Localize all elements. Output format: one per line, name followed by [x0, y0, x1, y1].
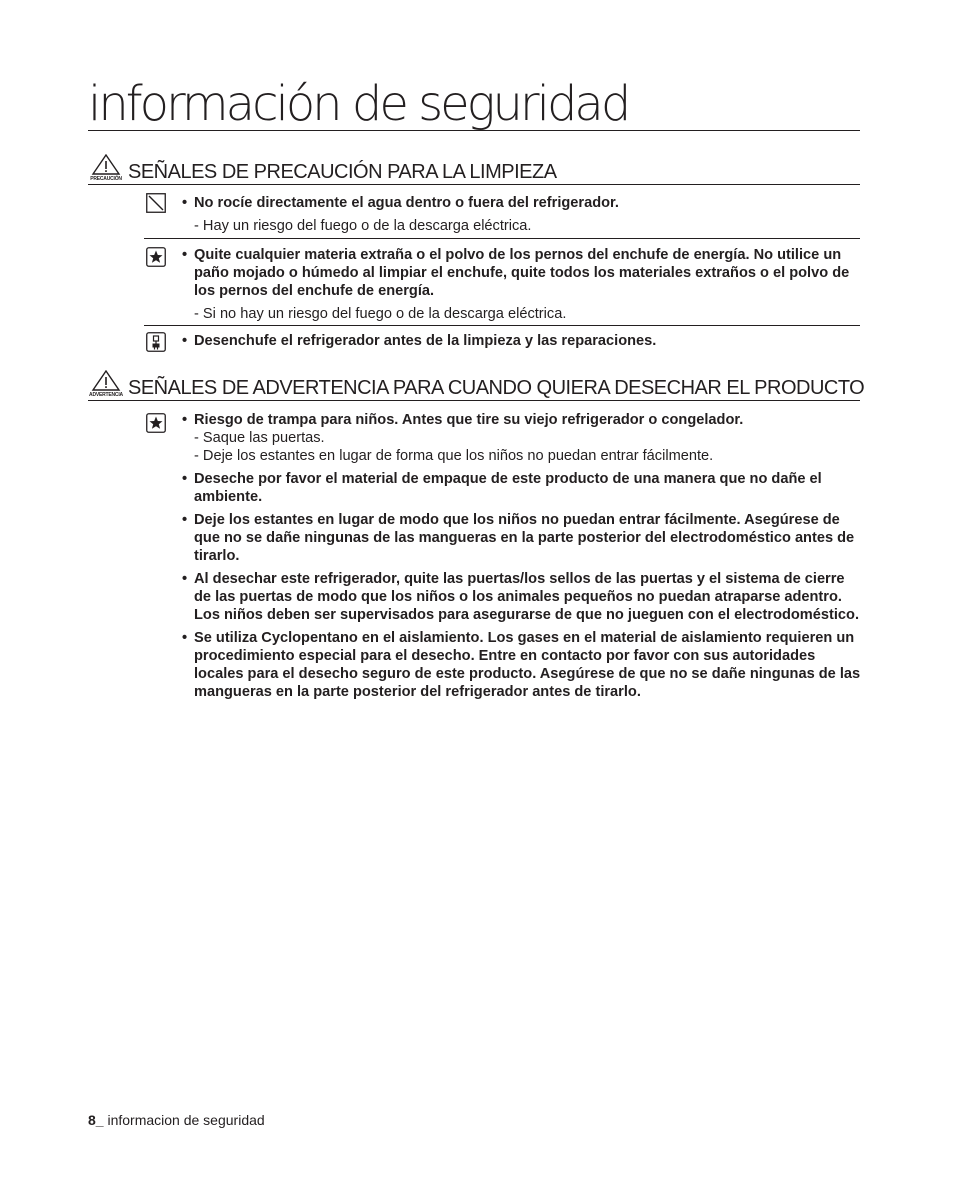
warning-triangle-icon	[88, 370, 124, 400]
unplug-icon	[146, 332, 166, 352]
sub-text: - Si no hay un riesgo del fuego o de la descarga eléctrica.	[194, 306, 567, 322]
list-item	[144, 238, 860, 325]
star-icon	[146, 413, 166, 433]
do-not-icon	[146, 193, 166, 213]
list-item	[144, 191, 860, 237]
section-title: SEÑALES DE ADVERTENCIA PARA CUANDO QUIERA DESECHAR EL PRODUCTO	[128, 377, 865, 399]
sub-text: - Hay un riesgo del fuego o de la descarga eléctrica.	[194, 218, 532, 234]
bullet-text: • Al desechar este refrigerador, quite las puertas/los sellos de las puertas y el sistema de cierre de las puertas de modo que los niños o los animales pequeños no puedan atraparse adentro. Los niños deben ser supervisados para asegurarse de que no jueguen con el electrodoméstico.	[182, 570, 862, 624]
sub-text: - Saque las puertas.	[194, 430, 325, 446]
list-item	[144, 325, 860, 356]
page-title: información de seguridad	[88, 80, 860, 131]
precaucion-label: PRECAUCIÓN	[90, 176, 122, 182]
bullet-text: • Deje los estantes en lugar de modo que los niños no puedan entrar fácilmente. Asegúrese de que no se dañe ningunas de las mangueras en la parte posterior del electrodoméstico antes de tirarlo.	[182, 511, 862, 565]
bullet-text: • Riesgo de trampa para niños. Antes que tire su viejo refrigerador o congelador.	[182, 411, 862, 429]
bullet-text: • Quite cualquier materia extraña o el polvo de los pernos del enchufe de energía. No utilice un paño mojado o húmedo al limpiar el enchufe, quite todos los materiales extraños o el polvo de los pernos del enchufe de energía.	[182, 246, 862, 300]
list-item	[144, 408, 860, 708]
page-number: 8_	[88, 1112, 104, 1128]
bullet-text: • No rocíe directamente el agua dentro o fuera del refrigerador.	[182, 194, 862, 212]
bullet-text: • Se utiliza Cyclopentano en el aislamiento. Los gases en el material de aislamiento requieren un procedimiento especial para el desecho. Entre en contacto por favor con sus autoridades locales para el desecho seguro de este producto. Asegúrese de que no se dañe ningunas de las mangueras en la parte posterior del refrigerador antes de tirarlo.	[182, 629, 862, 701]
bullet-text: • Desenchufe el refrigerador antes de la limpieza y las reparaciones.	[182, 332, 862, 350]
page-footer	[88, 1111, 265, 1129]
star-icon	[146, 247, 166, 267]
sub-text: - Deje los estantes en lugar de forma que los niños no puedan entrar fácilmente.	[194, 448, 714, 464]
footer-text: informacion de seguridad	[103, 1112, 265, 1128]
section-precaucion-header	[88, 154, 860, 185]
warning-triangle-icon	[88, 154, 124, 184]
bullet-text: • Deseche por favor el material de empaque de este producto de una manera que no dañe el ambiente.	[182, 470, 862, 506]
advertencia-label: ADVERTENCIA	[89, 392, 123, 398]
section-title: SEÑALES DE PRECAUCIÓN PARA LA LIMPIEZA	[128, 161, 557, 183]
section-advertencia-header	[88, 370, 865, 401]
